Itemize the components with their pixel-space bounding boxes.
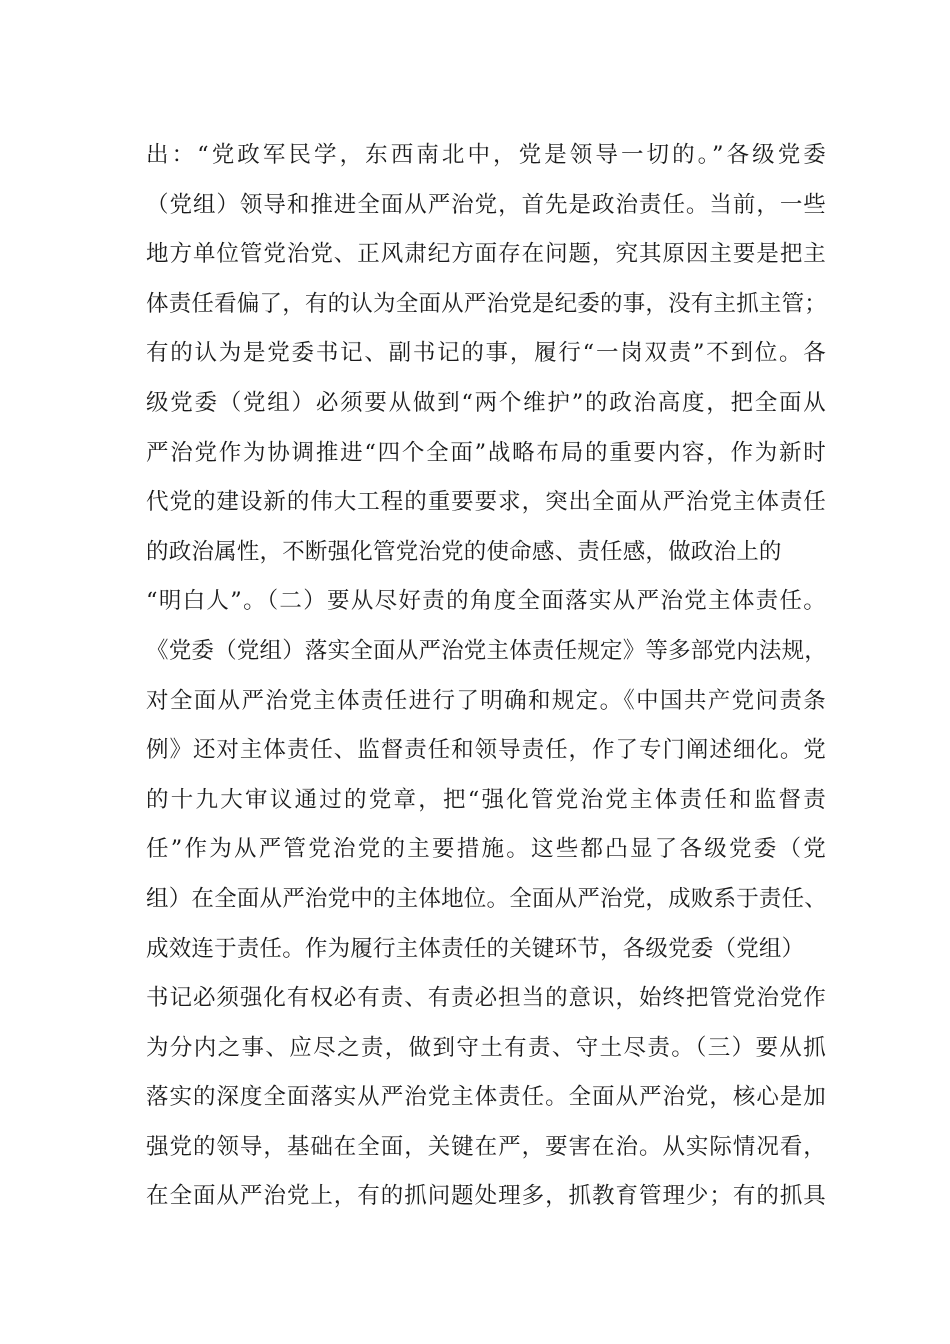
- text-line: 代党的建设新的伟大工程的重要要求，突出全面从严治党主体责任: [146, 489, 826, 516]
- text-line: 落实的深度全面落实从严治党主体责任。全面从严治党，核心是加: [146, 1084, 826, 1111]
- text-line: 为分内之事、应尽之责，做到守土有责、守土尽责。（三）要从抓: [146, 1034, 826, 1061]
- text-line: （党组）领导和推进全面从严治党，首先是政治责任。当前，一些: [146, 191, 826, 218]
- text-line: 《党委（党组）落实全面从严治党主体责任规定》等多部党内法规，: [146, 637, 828, 664]
- text-line: 组）在全面从严治党中的主体地位。全面从严治党，成败系于责任、: [146, 885, 828, 912]
- text-line: 地方单位管党治党、正风肃纪方面存在问题，究其原因主要是把主: [146, 241, 826, 268]
- text-line: 有的认为是党委书记、副书记的事，履行“一岗双责”不到位。各: [146, 340, 826, 367]
- text-line: 任”作为从严管党治党的主要措施。这些都凸显了各级党委（党: [146, 836, 826, 863]
- text-line: 成效连于责任。作为履行主体责任的关键环节，各级党委（党组）: [146, 935, 805, 962]
- text-line: 在全面从严治党上，有的抓问题处理多，抓教育管理少；有的抓具: [146, 1183, 826, 1210]
- text-line: 的政治属性，不断强化管党治党的使命感、责任感，做政治上的: [146, 538, 782, 565]
- text-line: 的十九大审议通过的党章，把“强化管党治党主体责任和监督责: [146, 786, 826, 813]
- text-line: 严治党作为协调推进“四个全面”战略布局的重要内容，作为新时: [146, 439, 826, 466]
- text-line: 例》还对主体责任、监督责任和领导责任，作了专门阐述细化。党: [146, 737, 826, 764]
- text-line: 书记必须强化有权必有责、有责必担当的意识，始终把管党治党作: [146, 985, 826, 1012]
- text-line: 体责任看偏了，有的认为全面从严治党是纪委的事，没有主抓主管；: [146, 290, 828, 317]
- body-text: [146, 131, 826, 1222]
- text-line: “明白人”。（二）要从尽好责的角度全面落实从严治党主体责任。: [146, 588, 826, 615]
- text-line: 对全面从严治党主体责任进行了明确和规定。《中国共产党问责条: [146, 687, 826, 714]
- text-line: 强党的领导，基础在全面，关键在严，要害在治。从实际情况看，: [146, 1133, 826, 1160]
- text-line: 出：“党政军民学，东西南北中，党是领导一切的。”各级党委: [146, 142, 826, 168]
- text-line: 级党委（党组）必须要从做到“两个维护”的政治高度，把全面从: [146, 389, 826, 416]
